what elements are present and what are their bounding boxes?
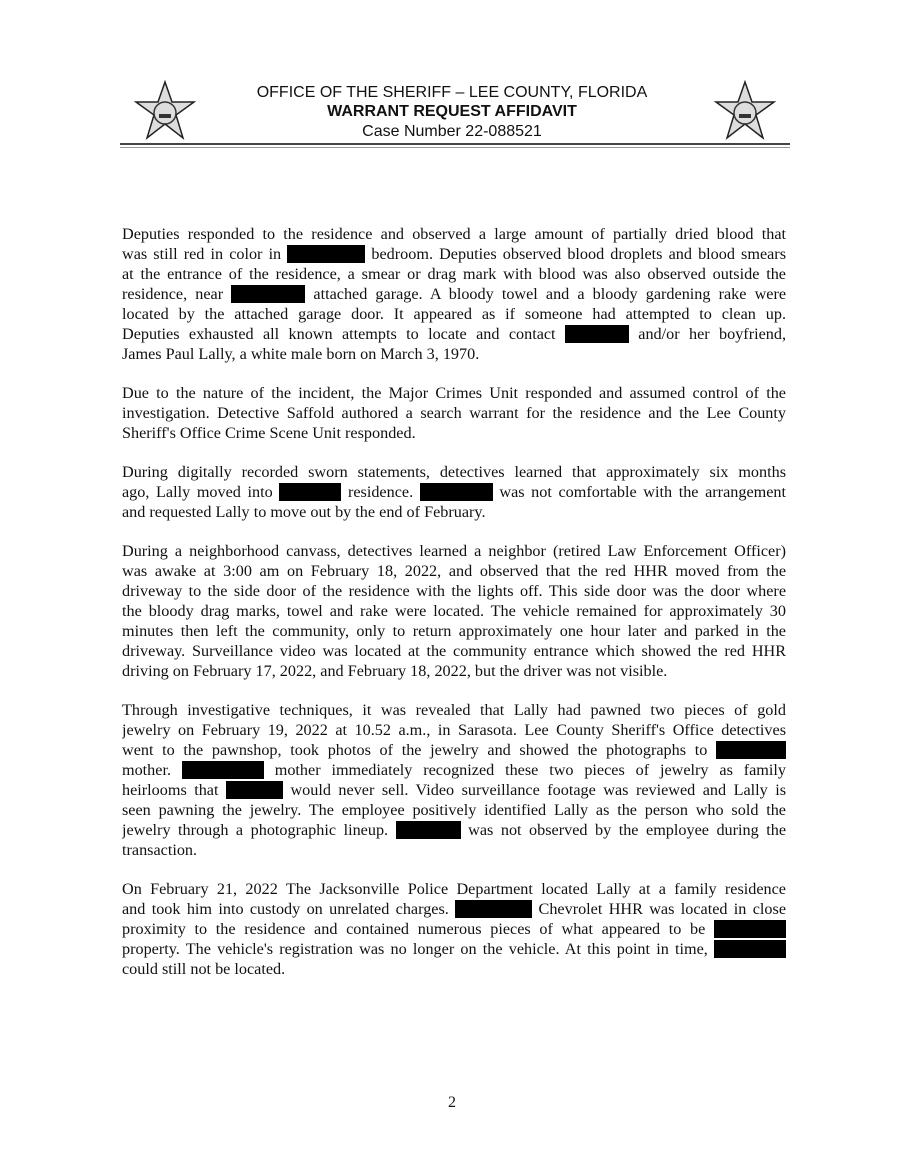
text-segment: Due to the nature of the incident, the Major Crimes Unit responded and assumed control of the <box>122 384 786 402</box>
redaction-box <box>182 761 264 779</box>
text-segment: minutes then left the community, only to return approximately one hour later and parked in the <box>122 622 786 640</box>
text-segment: jewelry on February 19, 2022 at 10.52 a.m., in Sarasota. Lee County Sheriff's Office detectives <box>122 721 786 739</box>
text-segment: was still red in color in <box>122 245 282 263</box>
text-line <box>122 244 786 264</box>
text-segment: at the entrance of the residence, a smear or drag mark with blood was also observed outside the <box>122 265 786 283</box>
text-line <box>122 641 786 661</box>
text-segment: located by the attached garage door. It appeared as if someone had attempted to clean up. <box>122 305 786 323</box>
text-segment: James Paul Lally, a white male born on March 3, 1970. <box>122 345 480 363</box>
text-segment: proximity to the residence and contained numerous pieces of what appeared to be <box>122 920 706 938</box>
header-rule-thin <box>120 147 790 148</box>
text-segment: seen pawning the jewelry. The employee positively identified Lally as the person who sold the <box>122 801 786 819</box>
text-line <box>122 502 786 522</box>
text-segment: heirlooms that <box>122 781 219 799</box>
text-line <box>122 482 786 502</box>
text-segment: and/or her boyfriend, <box>638 325 786 343</box>
text-segment: transaction. <box>122 841 198 859</box>
text-segment: went to the pawnshop, took photos of the jewelry and showed the photographs to <box>122 741 708 759</box>
text-segment: would never sell. Video surveillance footage was reviewed and Lally is <box>290 781 786 799</box>
text-segment: attached garage. A bloody towel and a bloody gardening rake were <box>313 285 786 303</box>
text-segment: was not comfortable with the arrangement <box>499 483 786 501</box>
text-line <box>122 740 786 760</box>
text-segment: Sheriff's Office Crime Scene Unit responded. <box>122 424 416 442</box>
text-line <box>122 700 786 720</box>
text-line <box>122 601 786 621</box>
header-rule <box>120 143 790 145</box>
text-line <box>122 661 786 681</box>
text-line <box>122 561 786 581</box>
text-line <box>122 959 786 979</box>
text-line <box>122 720 786 740</box>
text-segment: residence. <box>347 483 414 501</box>
affidavit-body <box>122 224 786 998</box>
text-line <box>122 760 786 780</box>
text-line <box>122 899 786 919</box>
text-segment: the bloody drag marks, towel and rake were located. The vehicle remained for approximately 30 <box>122 602 786 620</box>
text-line <box>122 284 786 304</box>
text-segment: ago, Lally moved into <box>122 483 273 501</box>
text-line <box>122 383 786 403</box>
text-line <box>122 820 786 840</box>
text-line <box>122 304 786 324</box>
text-segment: was not observed by the employee during the <box>468 821 786 839</box>
redaction-box <box>231 285 305 303</box>
text-segment: jewelry through a photographic lineup. <box>122 821 389 839</box>
text-segment: was awake at 3:00 am on February 18, 2022, and observed that the red HHR moved from the <box>122 562 786 580</box>
text-segment: During digitally recorded sworn statements, detectives learned that approximately six months <box>122 463 786 481</box>
text-line <box>122 621 786 641</box>
page-number: 2 <box>448 1094 456 1111</box>
redaction-box <box>287 245 365 263</box>
paragraph <box>122 224 786 364</box>
text-line <box>122 919 786 939</box>
redaction-box <box>714 920 786 938</box>
text-segment: mother immediately recognized these two pieces of jewelry as family <box>274 761 786 779</box>
sheriff-star-left-icon <box>134 80 196 142</box>
text-line <box>122 780 786 800</box>
text-line <box>122 541 786 561</box>
text-line <box>122 840 786 860</box>
text-segment: During a neighborhood canvass, detectives learned a neighbor (retired Law Enforcement Officer) <box>122 542 786 560</box>
sheriff-star-right-icon <box>714 80 776 142</box>
text-segment: Chevrolet HHR was located in close <box>538 900 786 918</box>
text-segment: Through investigative techniques, it was revealed that Lally had pawned two pieces of gold <box>122 701 786 719</box>
redaction-box <box>396 821 461 839</box>
redaction-box <box>565 325 629 343</box>
redaction-box <box>455 900 532 918</box>
text-segment: driving on February 17, 2022, and February 18, 2022, but the driver was not visible. <box>122 662 668 680</box>
text-line <box>122 324 786 344</box>
paragraph <box>122 383 786 443</box>
text-segment: driveway. Surveillance video was located at the community entrance which showed the red HHR <box>122 642 786 660</box>
text-line <box>122 344 786 364</box>
redaction-box <box>226 781 283 799</box>
redaction-box <box>420 483 493 501</box>
text-line <box>122 224 786 244</box>
text-segment: bedroom. Deputies observed blood droplets and blood smears <box>371 245 786 263</box>
text-segment: investigation. Detective Saffold authored a search warrant for the residence and the Lee County <box>122 404 786 422</box>
text-line <box>122 939 786 959</box>
text-line <box>122 403 786 423</box>
text-segment: On February 21, 2022 The Jacksonville Police Department located Lally at a family residence <box>122 880 786 898</box>
text-line <box>122 800 786 820</box>
text-segment: Deputies responded to the residence and observed a large amount of partially dried blood that <box>122 225 786 243</box>
text-line <box>122 423 786 443</box>
paragraph <box>122 879 786 979</box>
paragraph <box>122 541 786 681</box>
text-segment: and took him into custody on unrelated charges. <box>122 900 449 918</box>
text-segment: driveway to the side door of the residence with the lights off. This side door was the door where <box>122 582 786 600</box>
text-segment: residence, near <box>122 285 224 303</box>
redaction-box <box>714 940 786 958</box>
text-segment: Deputies exhausted all known attempts to locate and contact <box>122 325 556 343</box>
text-line <box>122 264 786 284</box>
text-segment: property. The vehicle's registration was no longer on the vehicle. At this point in time, <box>122 940 708 958</box>
text-segment: mother. <box>122 761 172 779</box>
text-line <box>122 879 786 899</box>
paragraph <box>122 462 786 522</box>
redaction-box <box>716 741 786 759</box>
header-office: OFFICE OF THE SHERIFF – LEE COUNTY, FLORIDA <box>256 84 648 101</box>
text-line <box>122 462 786 482</box>
redaction-box <box>279 483 341 501</box>
text-segment: and requested Lally to move out by the end of February. <box>122 503 486 521</box>
text-line <box>122 581 786 601</box>
header-case-number: Case Number 22-088521 <box>362 123 542 140</box>
text-segment: could still not be located. <box>122 960 286 978</box>
header-title: WARRANT REQUEST AFFIDAVIT <box>327 103 577 120</box>
paragraph <box>122 700 786 860</box>
